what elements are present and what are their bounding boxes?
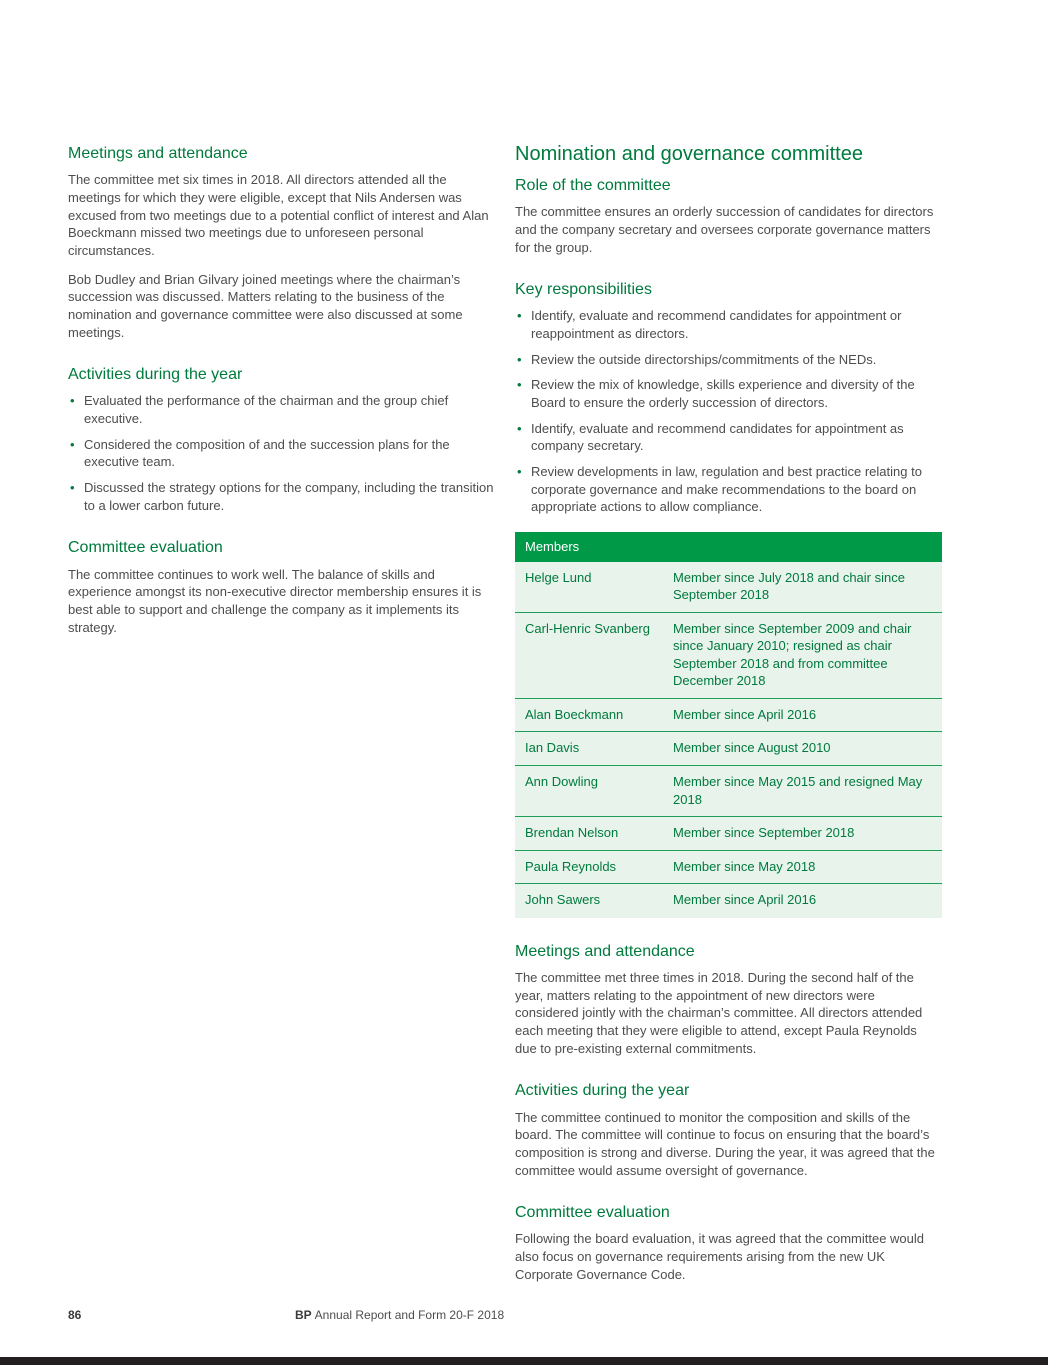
paragraph: The committee continued to monitor the composition and skills of the board. The committee will continue to focus on ensuring that the board’s composition is strong and diverse. During the year, it was agreed that the committee would assume oversight of governance. bbox=[515, 1109, 935, 1178]
table-row bbox=[515, 732, 942, 766]
bullet-item: • Review the outside directorships/commitments of the NEDs. bbox=[515, 351, 942, 369]
activities-bullet-list-left bbox=[68, 392, 495, 514]
members-table bbox=[515, 532, 942, 918]
bullet-item: • Identify, evaluate and recommend candidates for appointment as company secretary. bbox=[515, 420, 942, 455]
page-footer bbox=[0, 1308, 1048, 1328]
member-name-cell: Paula Reynolds bbox=[515, 850, 663, 884]
member-name-cell: Ian Davis bbox=[515, 732, 663, 766]
heading-activities-left: Activities during the year bbox=[68, 366, 243, 384]
heading-meetings-attendance-left: Meetings and attendance bbox=[68, 145, 248, 162]
member-desc-cell: Member since April 2016 bbox=[663, 698, 942, 732]
table-row bbox=[515, 884, 942, 918]
table-row bbox=[515, 562, 942, 613]
member-desc-cell: Member since September 2018 bbox=[663, 817, 942, 851]
member-desc-cell: Member since April 2016 bbox=[663, 884, 942, 918]
member-name-cell: Alan Boeckmann bbox=[515, 698, 663, 732]
member-desc-cell: Member since July 2018 and chair since September 2018 bbox=[673, 569, 905, 603]
bullet-item: • Identify, evaluate and recommend candidates for appointment or reappointment as directors. bbox=[515, 307, 942, 342]
heading-activities-right: Activities during the year bbox=[515, 1082, 690, 1100]
paragraph: Following the board evaluation, it was agreed that the committee would also focus on governance requirements arising from the new UK Corporate Governance Code. bbox=[515, 1231, 925, 1282]
member-name-cell: Brendan Nelson bbox=[515, 817, 663, 851]
table-row bbox=[515, 817, 942, 851]
member-desc-cell: Member since August 2010 bbox=[663, 732, 942, 766]
member-desc-cell: Member since September 2009 and chair since January 2010; resigned as chair September 2018 and from committee December 2018 bbox=[663, 612, 942, 698]
paragraph: Bob Dudley and Brian Gilvary joined meetings where the chairman’s succession was discussed. Matters relating to the business of the nomination and governance committee were also discussed at some meetings. bbox=[68, 271, 463, 340]
paragraph: The committee met six times in 2018. All directors attended all the meetings for which they were eligible, except that Nils Andersen was excused from two meetings due to a potential conflict of interest and Alan Boeckmann missed two meetings due to unforeseen personal circumstances. bbox=[68, 172, 489, 258]
bullet-item: • Considered the composition of and the succession plans for the executive team. bbox=[68, 436, 495, 471]
bullet-item: • Review the mix of knowledge, skills experience and diversity of the Board to ensure the orderly succession of directors. bbox=[515, 376, 942, 411]
table-row bbox=[515, 612, 942, 698]
member-name-cell: Helge Lund bbox=[525, 569, 592, 585]
footer-text: Annual Report and Form 20-F 2018 bbox=[314, 1308, 505, 1322]
bottom-edge-bar bbox=[0, 1357, 1048, 1365]
left-column bbox=[68, 142, 495, 647]
paragraph: The committee met three times in 2018. During the second half of the year, matters relating to the appointment of new directors were considered jointly with the chairman’s committee. All directors attended each meeting that they were eligible to attend, except Paula Reynolds due to pre-existing external commitments. bbox=[515, 969, 923, 1056]
page-content bbox=[68, 142, 942, 1294]
members-table-header-cell: Members bbox=[515, 532, 942, 562]
heading-committee-evaluation-left: Committee evaluation bbox=[68, 539, 223, 557]
bullet-item: • Review developments in law, regulation and best practice relating to corporate governance and make recommendations to the board on appropriate actions to allow compliance. bbox=[515, 463, 942, 516]
footer-page-number: 86 bbox=[68, 1308, 82, 1322]
footer-report-title bbox=[295, 1308, 504, 1322]
footer-brand: BP bbox=[295, 1308, 312, 1322]
right-column bbox=[515, 142, 942, 1294]
responsibilities-bullet-list bbox=[515, 307, 942, 516]
page-title: Nomination and governance committee bbox=[515, 143, 863, 165]
member-name-cell: Carl-Henric Svanberg bbox=[515, 612, 663, 698]
member-name-cell: John Sawers bbox=[515, 884, 663, 918]
table-row bbox=[515, 850, 942, 884]
member-name-cell: Ann Dowling bbox=[515, 766, 663, 817]
members-table-header-row bbox=[515, 532, 942, 562]
paragraph: The committee continues to work well. The balance of skills and experience amongst its non-executive director membership ensures it is best able to support and challenge the company as it implements its strategy. bbox=[68, 566, 482, 635]
heading-committee-evaluation-right: Committee evaluation bbox=[515, 1204, 670, 1222]
table-row bbox=[515, 766, 942, 817]
bullet-item: • Discussed the strategy options for the company, including the transition to a lower carbon future. bbox=[68, 479, 495, 514]
heading-key-responsibilities: Key responsibilities bbox=[515, 281, 652, 299]
member-desc-cell: Member since May 2015 and resigned May 2018 bbox=[663, 766, 942, 817]
heading-role-of-committee: Role of the committee bbox=[515, 177, 671, 194]
table-row bbox=[515, 698, 942, 732]
heading-meetings-attendance-right: Meetings and attendance bbox=[515, 942, 695, 960]
paragraph: The committee ensures an orderly succession of candidates for directors and the company secretary and oversees corporate governance matters for the group. bbox=[515, 204, 934, 255]
bullet-item: • Evaluated the performance of the chairman and the group chief executive. bbox=[68, 392, 495, 427]
member-desc-cell: Member since May 2018 bbox=[663, 850, 942, 884]
